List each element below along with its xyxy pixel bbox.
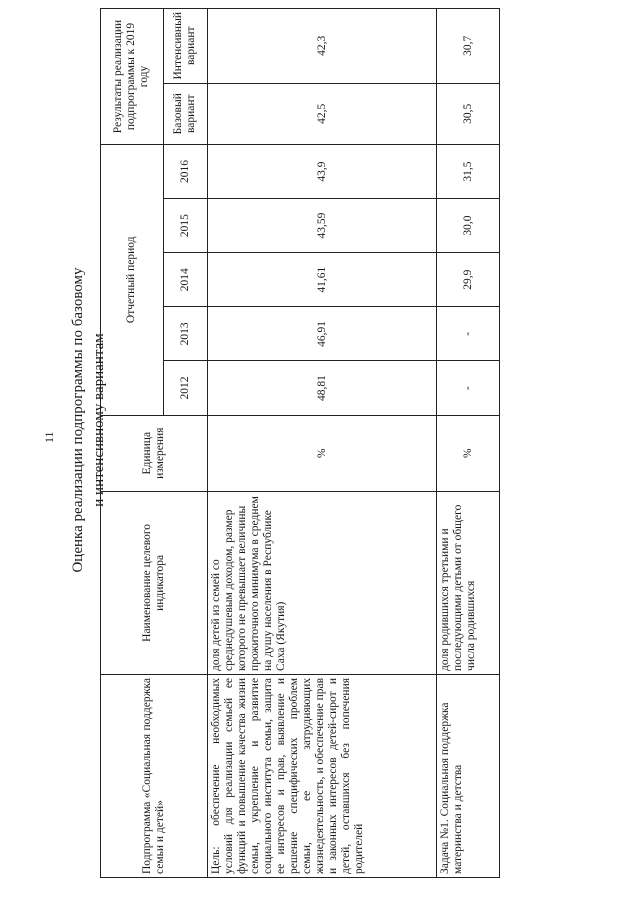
results-table-container: [100, 8, 500, 878]
header-results: Результаты реализации подпрограммы к 2019 году: [101, 9, 164, 145]
row2-value-2012: -: [437, 361, 500, 415]
row1-value-2014: 41,61: [207, 253, 436, 307]
row1-unit: %: [207, 415, 436, 491]
results-table: [100, 8, 500, 878]
row2-unit: %: [437, 415, 500, 491]
header-year-2015: 2015: [163, 199, 207, 253]
row2-subprogram: Задача №1. Социальная поддержка материнства и детства: [437, 674, 500, 877]
row1-value-2013: 46,91: [207, 307, 436, 361]
row1-value-2012: 48,81: [207, 361, 436, 415]
row2-intensive: 30,7: [437, 9, 500, 84]
page-title-line1: Оценка реализации подпрограммы по базовому: [70, 267, 86, 573]
table-row: [437, 9, 500, 878]
row2-value-2016: 31,5: [437, 144, 500, 198]
header-unit: Единица измерения: [101, 415, 208, 491]
header-year-2012: 2012: [163, 361, 207, 415]
header-report-period: Отчетный период: [101, 144, 164, 415]
row1-value-2015: 43,59: [207, 199, 436, 253]
row2-indicator: доля родившихся третьими и последующими детьми от общего числа родившихся: [437, 491, 500, 674]
row1-intensive: 42,3: [207, 9, 436, 84]
row1-indicator: доля детей из семей со среднедушевым доходом, размер которого не превышает величины прожиточного минимума в среднем на душу населения в Республике Саха (Якутия): [207, 491, 436, 674]
row1-value-2016: 43,9: [207, 144, 436, 198]
row1-base: 42,5: [207, 83, 436, 144]
header-intensive: Интенсивный вариант: [163, 9, 207, 84]
header-year-2013: 2013: [163, 307, 207, 361]
header-indicator: Наименование целевого индикатора: [101, 491, 208, 674]
row2-value-2015: 30,0: [437, 199, 500, 253]
row2-value-2013: -: [437, 307, 500, 361]
row1-subprogram: Цель: обеспечение необходимых условий для реализации семьей ее функций и повышение качества жизни семьи, укрепление и развитие социального института семьи, защита ее интересов и прав, выявление и решение специфических проблем семьи, ее затрудняющих жизнедеятельность, и обеспечение прав и законных интересов детей-сирот и детей, оставшихся без попечения родителей: [207, 674, 436, 877]
page-title-line2: и интенсивному вариантам: [91, 333, 107, 507]
header-base: Базовый вариант: [163, 83, 207, 144]
header-row-1: [101, 9, 164, 878]
page-number: 11: [42, 431, 56, 443]
table-row: [207, 9, 436, 878]
header-subprogram: Подпрограмма «Социальная поддержка семьи и детей»: [101, 674, 208, 877]
row2-base: 30,5: [437, 83, 500, 144]
row2-value-2014: 29,9: [437, 253, 500, 307]
header-year-2016: 2016: [163, 144, 207, 198]
header-year-2014: 2014: [163, 253, 207, 307]
